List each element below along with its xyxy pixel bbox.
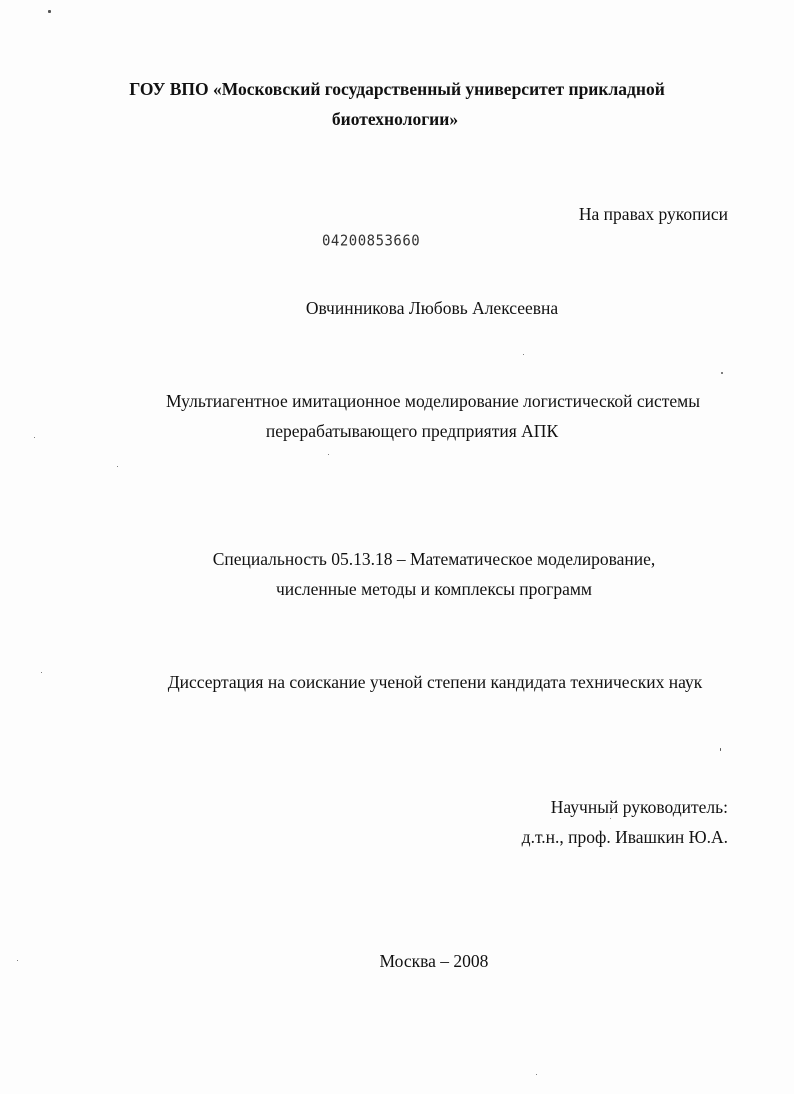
city-year: Москва – 2008	[379, 951, 489, 971]
scan-speck	[48, 10, 51, 13]
scan-speck	[610, 818, 611, 819]
specialty-line-2: численные методы и комплексы программ	[276, 579, 592, 599]
dissertation-title-line-2: перерабатывающего предприятия АПК	[265, 421, 559, 441]
specialty-line-1: Специальность 05.13.18 – Математическое моделирование,	[212, 549, 656, 569]
scan-speck	[17, 960, 18, 961]
registration-number-stamp: 04200853660	[322, 232, 421, 250]
scan-speck	[523, 354, 524, 355]
author-name: Овчинникова Любовь Алексеевна	[305, 298, 559, 318]
scan-speck	[721, 372, 723, 374]
scan-speck	[117, 466, 118, 467]
supervisor-name: д.т.н., проф. Ивашкин Ю.А.	[521, 827, 728, 847]
scan-speck	[34, 437, 35, 438]
scan-speck	[536, 1074, 537, 1075]
manuscript-note: На правах рукописи	[578, 204, 728, 224]
dissertation-degree: Диссертация на соискание ученой степени кандидата технических наук	[167, 672, 703, 692]
scan-speck	[328, 454, 329, 455]
dissertation-title-line-1: Мультиагентное имитационное моделирование логистической системы	[166, 391, 700, 411]
institution-line-1: ГОУ ВПО «Московский государственный университет прикладной	[129, 79, 665, 99]
scan-speck	[720, 748, 721, 751]
supervisor-label: Научный руководитель:	[550, 797, 728, 817]
scan-speck	[41, 672, 42, 673]
institution-line-2: биотехнологии»	[331, 109, 459, 129]
